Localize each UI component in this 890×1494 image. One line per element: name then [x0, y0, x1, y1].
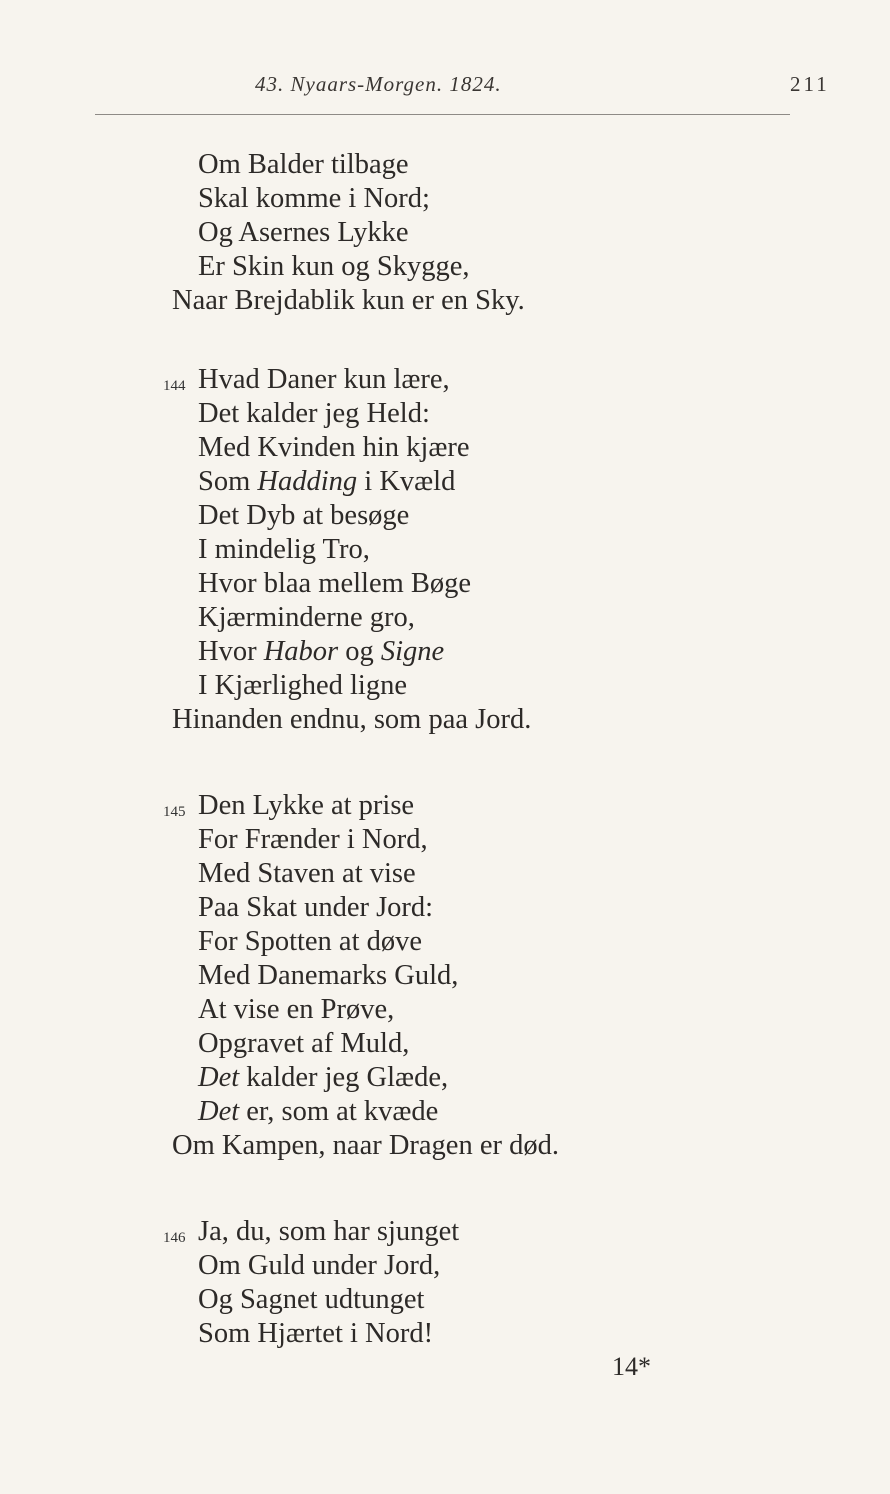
catchword: 14* [612, 1352, 651, 1381]
poem-line: Om Guld under Jord, [198, 1250, 441, 1281]
poem-line: Den Lykke at prise [198, 790, 415, 821]
poem-line: Hinanden endnu, som paa Jord. [172, 704, 532, 735]
poem-line: I mindelig Tro, [198, 534, 370, 565]
poem-line: Hvor blaa mellem Bøge [198, 568, 472, 599]
poem-line: I Kjærlighed ligne [198, 670, 407, 701]
word: i Kvæld [364, 466, 456, 497]
poem-line: Er Skin kun og Skygge, [198, 251, 470, 282]
poem-line: Det Dyb at besøge [198, 500, 410, 531]
proper-name-italic: Hadding [257, 466, 358, 497]
poem-line: Og Asernes Lykke [198, 217, 409, 248]
word: Hvor [198, 636, 257, 667]
poem-line: For Frænder i Nord, [198, 824, 428, 855]
poem-line [198, 635, 444, 669]
proper-name-italic: Signe [380, 636, 445, 667]
poem-line: At vise en Prøve, [198, 994, 395, 1025]
poem-line: Opgravet af Muld, [198, 1028, 410, 1059]
stanza-number: 145 [163, 804, 186, 820]
poem-line: Og Sagnet udtunget [198, 1284, 425, 1315]
poem-line: Skal komme i Nord; [198, 183, 430, 214]
poem-line: Med Danemarks Guld, [198, 960, 459, 991]
poem-line: Som Hjærtet i Nord! [198, 1318, 434, 1349]
poem-line: Det kalder jeg Held: [198, 398, 430, 429]
poem-line: For Spotten at døve [198, 926, 423, 957]
poem-line [198, 1061, 448, 1095]
poem-line [198, 465, 455, 499]
stanza-number: 146 [163, 1230, 186, 1246]
poem-line: Om Balder tilbage [198, 149, 409, 180]
emphasis-italic: Det [198, 1062, 240, 1093]
poem-line: Med Kvinden hin kjære [198, 432, 470, 463]
poem-line: Om Kampen, naar Dragen er død. [172, 1130, 559, 1161]
poem-line: Naar Brejdablik kun er en Sky. [172, 285, 525, 316]
page-header [0, 72, 890, 98]
poem-line: Kjærminderne gro, [198, 602, 415, 633]
word: er, som at kvæde [246, 1096, 439, 1127]
poem-line: Hvad Daner kun lære, [198, 364, 450, 395]
emphasis-italic: Det [198, 1096, 240, 1127]
poem-line: Med Staven at vise [198, 858, 416, 889]
header-rule [95, 114, 790, 115]
page-number: 211 [790, 72, 830, 96]
word: Som [198, 466, 251, 497]
stanza-number: 144 [163, 378, 186, 394]
proper-name-italic: Habor [263, 636, 339, 667]
poem-line [198, 1095, 438, 1129]
word: og [345, 636, 374, 667]
running-head: 43. Nyaars-Morgen. 1824. [255, 72, 502, 96]
poem-line: Paa Skat under Jord: [198, 892, 434, 923]
poem-line: Ja, du, som har sjunget [198, 1216, 460, 1247]
word: kalder jeg Glæde, [246, 1062, 449, 1093]
